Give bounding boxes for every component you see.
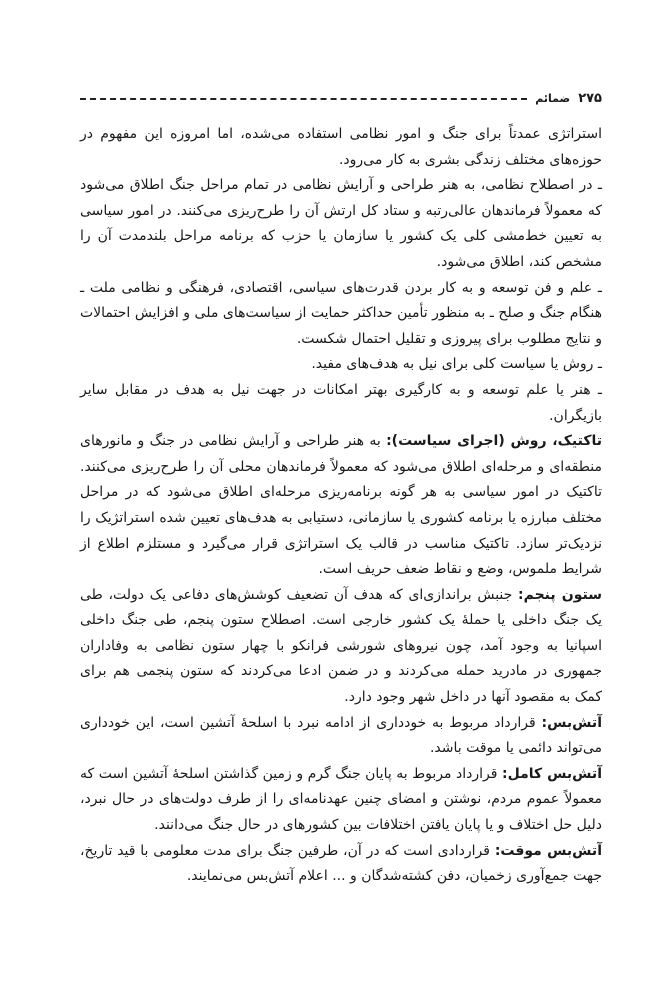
- glossary-entry: [80, 711, 602, 762]
- page-number: ۲۷۵: [578, 90, 602, 106]
- page-body: [80, 122, 602, 890]
- entry-definition: قرارداد مربوط به پایان جنگ گرم و زمین گذاشتن اسلحهٔ آتشین است که معمولاً عموم مردم، نوشتن و امضای چنین عهدنامه‌ای را از طرف دولت‌های در حال نبرد، دلیل حل اختلاف و یا پایان یافتن اختلافات بین کشورهای در حال جنگ می‌دانند.: [80, 765, 602, 834]
- glossary-entry: [80, 839, 602, 890]
- paragraph: ـ روش یا سیاست کلی برای نیل به هدف‌های مفید.: [311, 356, 602, 373]
- paragraph: ـ در اصطلاح نظامی، به هنر طراحی و آرایش نظامی در تمام مراحل جنگ اطلاق می‌شود که معمولاً فرماندهان عالی‌رتبه و ستاد کل ارتش آن را طرح‌ریزی می‌کنند. در امور سیاسی به تعیین خط‌مشی کلی یک کشور یا سازمان یا حزب که برنامه مراحل بلندمدت آن را مشخص کند، اطلاق می‌شود.: [80, 177, 602, 270]
- glossary-entry: [80, 583, 602, 711]
- glossary-entry: [80, 762, 602, 839]
- running-header: [80, 84, 602, 112]
- header-rule: [80, 98, 527, 100]
- paragraph: استراتژی عمدتاً برای جنگ و امور نظامی استفاده می‌شده، اما امروزه این مفهوم در حوزه‌های مختلف زندگی بشری به کار می‌رود.: [80, 126, 602, 168]
- paragraph: ـ علم و فن توسعه و به کار بردن قدرت‌های سیاسی، اقتصادی، فرهنگی و نظامی ملت ـ هنگام جنگ و صلح ـ به منظور تأمین حداکثر حمایت از سیاست‌های ملی و افزایش احتمالات و نتایج مطلوب برای پیروزی و تقلیل احتمال شکست.: [80, 279, 602, 347]
- entry-term: آتش‌بس موقت:: [494, 842, 602, 859]
- running-title: ضمائم: [535, 91, 571, 105]
- entry-term: آتش‌بس:: [541, 714, 602, 731]
- entry-definition: قرارداد مربوط به خودداری از ادامه نبرد با اسلحهٔ آتشین است، این خودداری می‌تواند دائمی یا موقت باشد.: [80, 714, 602, 757]
- entry-definition: جنبش براندازی‌ای که هدف آن تضعیف کوشش‌های دفاعی یک دولت، طی یک جنگ داخلی یا حملهٔ یک کشور خارجی است. اصطلاح ستون پنجم، طی جنگ داخلی اسپانیا به وجود آمد، چون نیروهای شورشی فرانکو با چهار ستون نظامی به وفاداران جمهوری در مادرید حمله می‌کردند و در ضمن ادعا می‌کردند که ستون پنجمی هم برای کمک به مقصود آنها در داخل شهر وجود دارد.: [80, 586, 602, 706]
- entry-term: ستون پنجم:: [518, 586, 602, 603]
- paragraph: ـ هنر یا علم توسعه و به کارگیری بهتر امکانات در جهت نیل به هدف در مقابل سایر بازیگران.: [80, 381, 602, 424]
- entry-term: آتش‌بس کامل:: [501, 765, 602, 782]
- entry-definition: به هنر طراحی و آرایش نظامی در جنگ و مانورهای منطقه‌ای و مرحله‌ای اطلاق می‌شود که معمولاً فرماندهان محلی آن را طرح‌ریزی می‌کنند. تاکتیک در امور سیاسی به هر گونه برنامه‌ریزی مرحله‌ای اطلاق می‌شود که در مراحل مختلف مبارزه یا برنامه کشوری یا سازمانی، دستیابی به هدف‌های تعیین شده استراتژیک را نزدیک‌تر سازد. تاکتیک مناسب در قالب یک استراتژی قرار می‌گیرد و مستلزم اطلاع از شرایط ملموس، وضع و نقاط ضعف حریف است.: [80, 433, 602, 578]
- entry-definition: قراردادی است که در آن، طرفین جنگ برای مدت معلومی با قید تاریخ، جهت جمع‌آوری زخمیان، دفن کشته‌شدگان و ... اعلام آتش‌بس می‌نمایند.: [80, 842, 602, 885]
- entry-term: تاکتیک، روش (اجرای سیاست):: [386, 433, 603, 450]
- glossary-entry: [80, 429, 602, 583]
